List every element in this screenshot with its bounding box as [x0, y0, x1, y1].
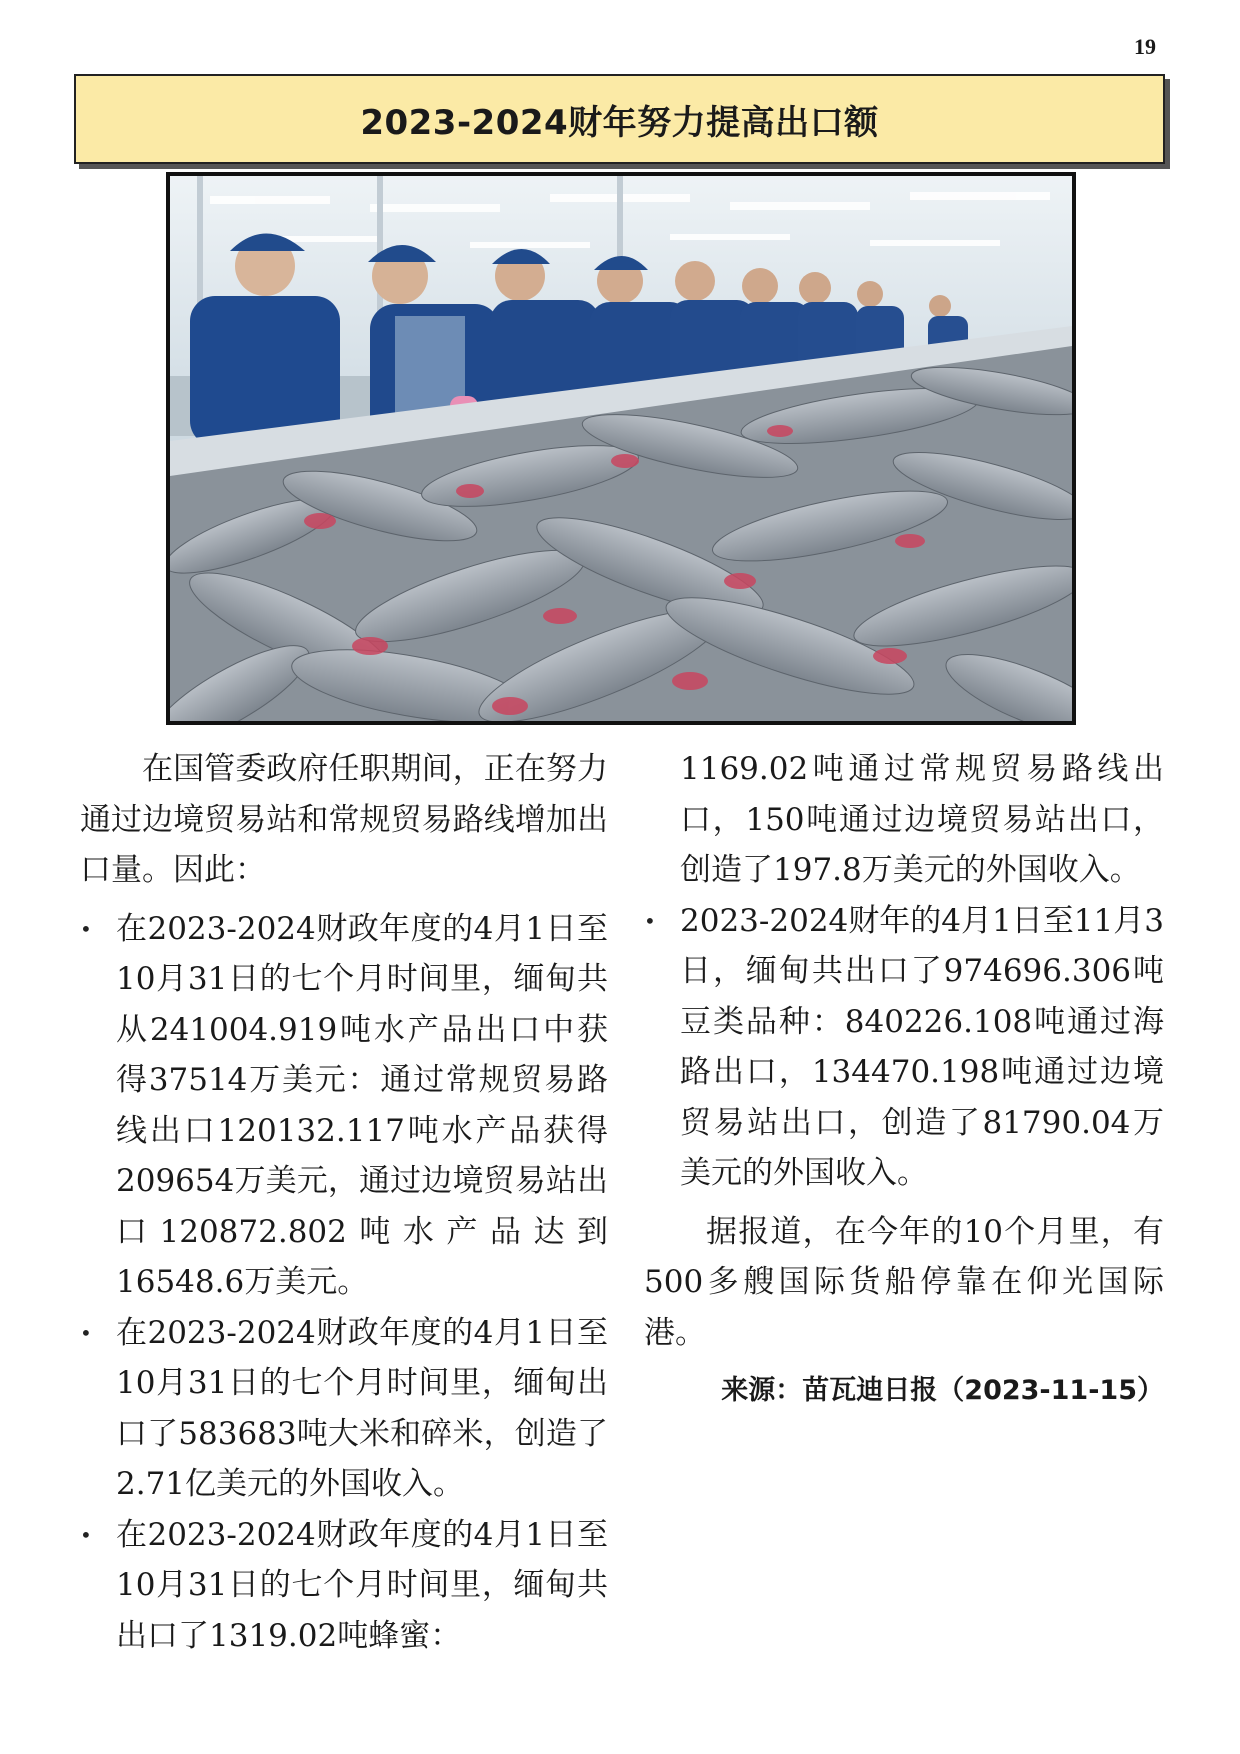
page-number: 19	[1134, 34, 1156, 59]
bullet-item-aquatic	[80, 904, 608, 1308]
bullet-item-beans	[644, 896, 1164, 1199]
bullet-item-rice	[80, 1308, 608, 1510]
bullet-dot: •	[644, 908, 656, 933]
bullet-honey-continued: 1169.02吨通过常规贸易路线出口，150吨通过边境贸易站出口，创造了197.8万美元的外国收入。	[680, 751, 1164, 888]
bullet-dot: •	[80, 916, 92, 941]
closing-paragraph: 据报道，在今年的10个月里，有500多艘国际货船停靠在仰光国际港。	[644, 1213, 1164, 1351]
left-column	[80, 744, 608, 1661]
bullet-item-honey	[80, 1510, 608, 1662]
article-photo	[166, 172, 1076, 725]
bullet-text: 2023-2024财年的4月1日至11月3日，缅甸共出口了974696.306吨豆类品种：840226.108吨通过海路出口，134470.198吨通过边境贸易站出口，创造了81790.04万美元的外国收入。	[680, 902, 1164, 1191]
intro-paragraph: 在国管委政府任职期间，正在努力通过边境贸易站和常规贸易路线增加出口量。因此：	[80, 751, 608, 888]
bullet-text: 在2023-2024财政年度的4月1日至10月31日的七个月时间里，缅甸共从241004.919吨水产品出口中获得37514万美元：通过常规贸易路线出口120132.117吨水产品获得209654万美元，通过边境贸易站出口120872.802吨水产品达到16548.6万美元。	[116, 910, 608, 1300]
bullet-dot: •	[80, 1320, 92, 1345]
article-title: 2023-2024财年努力提高出口额	[360, 102, 879, 143]
bullet-text: 在2023-2024财政年度的4月1日至10月31日的七个月时间里，缅甸出口了583683吨大米和碎米，创造了2.71亿美元的外国收入。	[116, 1314, 608, 1502]
title-banner	[74, 74, 1165, 164]
right-column	[644, 744, 1164, 1417]
bullet-text: 在2023-2024财政年度的4月1日至10月31日的七个月时间里，缅甸共出口了1319.02吨蜂蜜：	[116, 1516, 608, 1654]
bullet-dot: •	[80, 1522, 92, 1547]
source-citation: 来源：苗瓦迪日报（2023-11-15）	[721, 1375, 1164, 1406]
